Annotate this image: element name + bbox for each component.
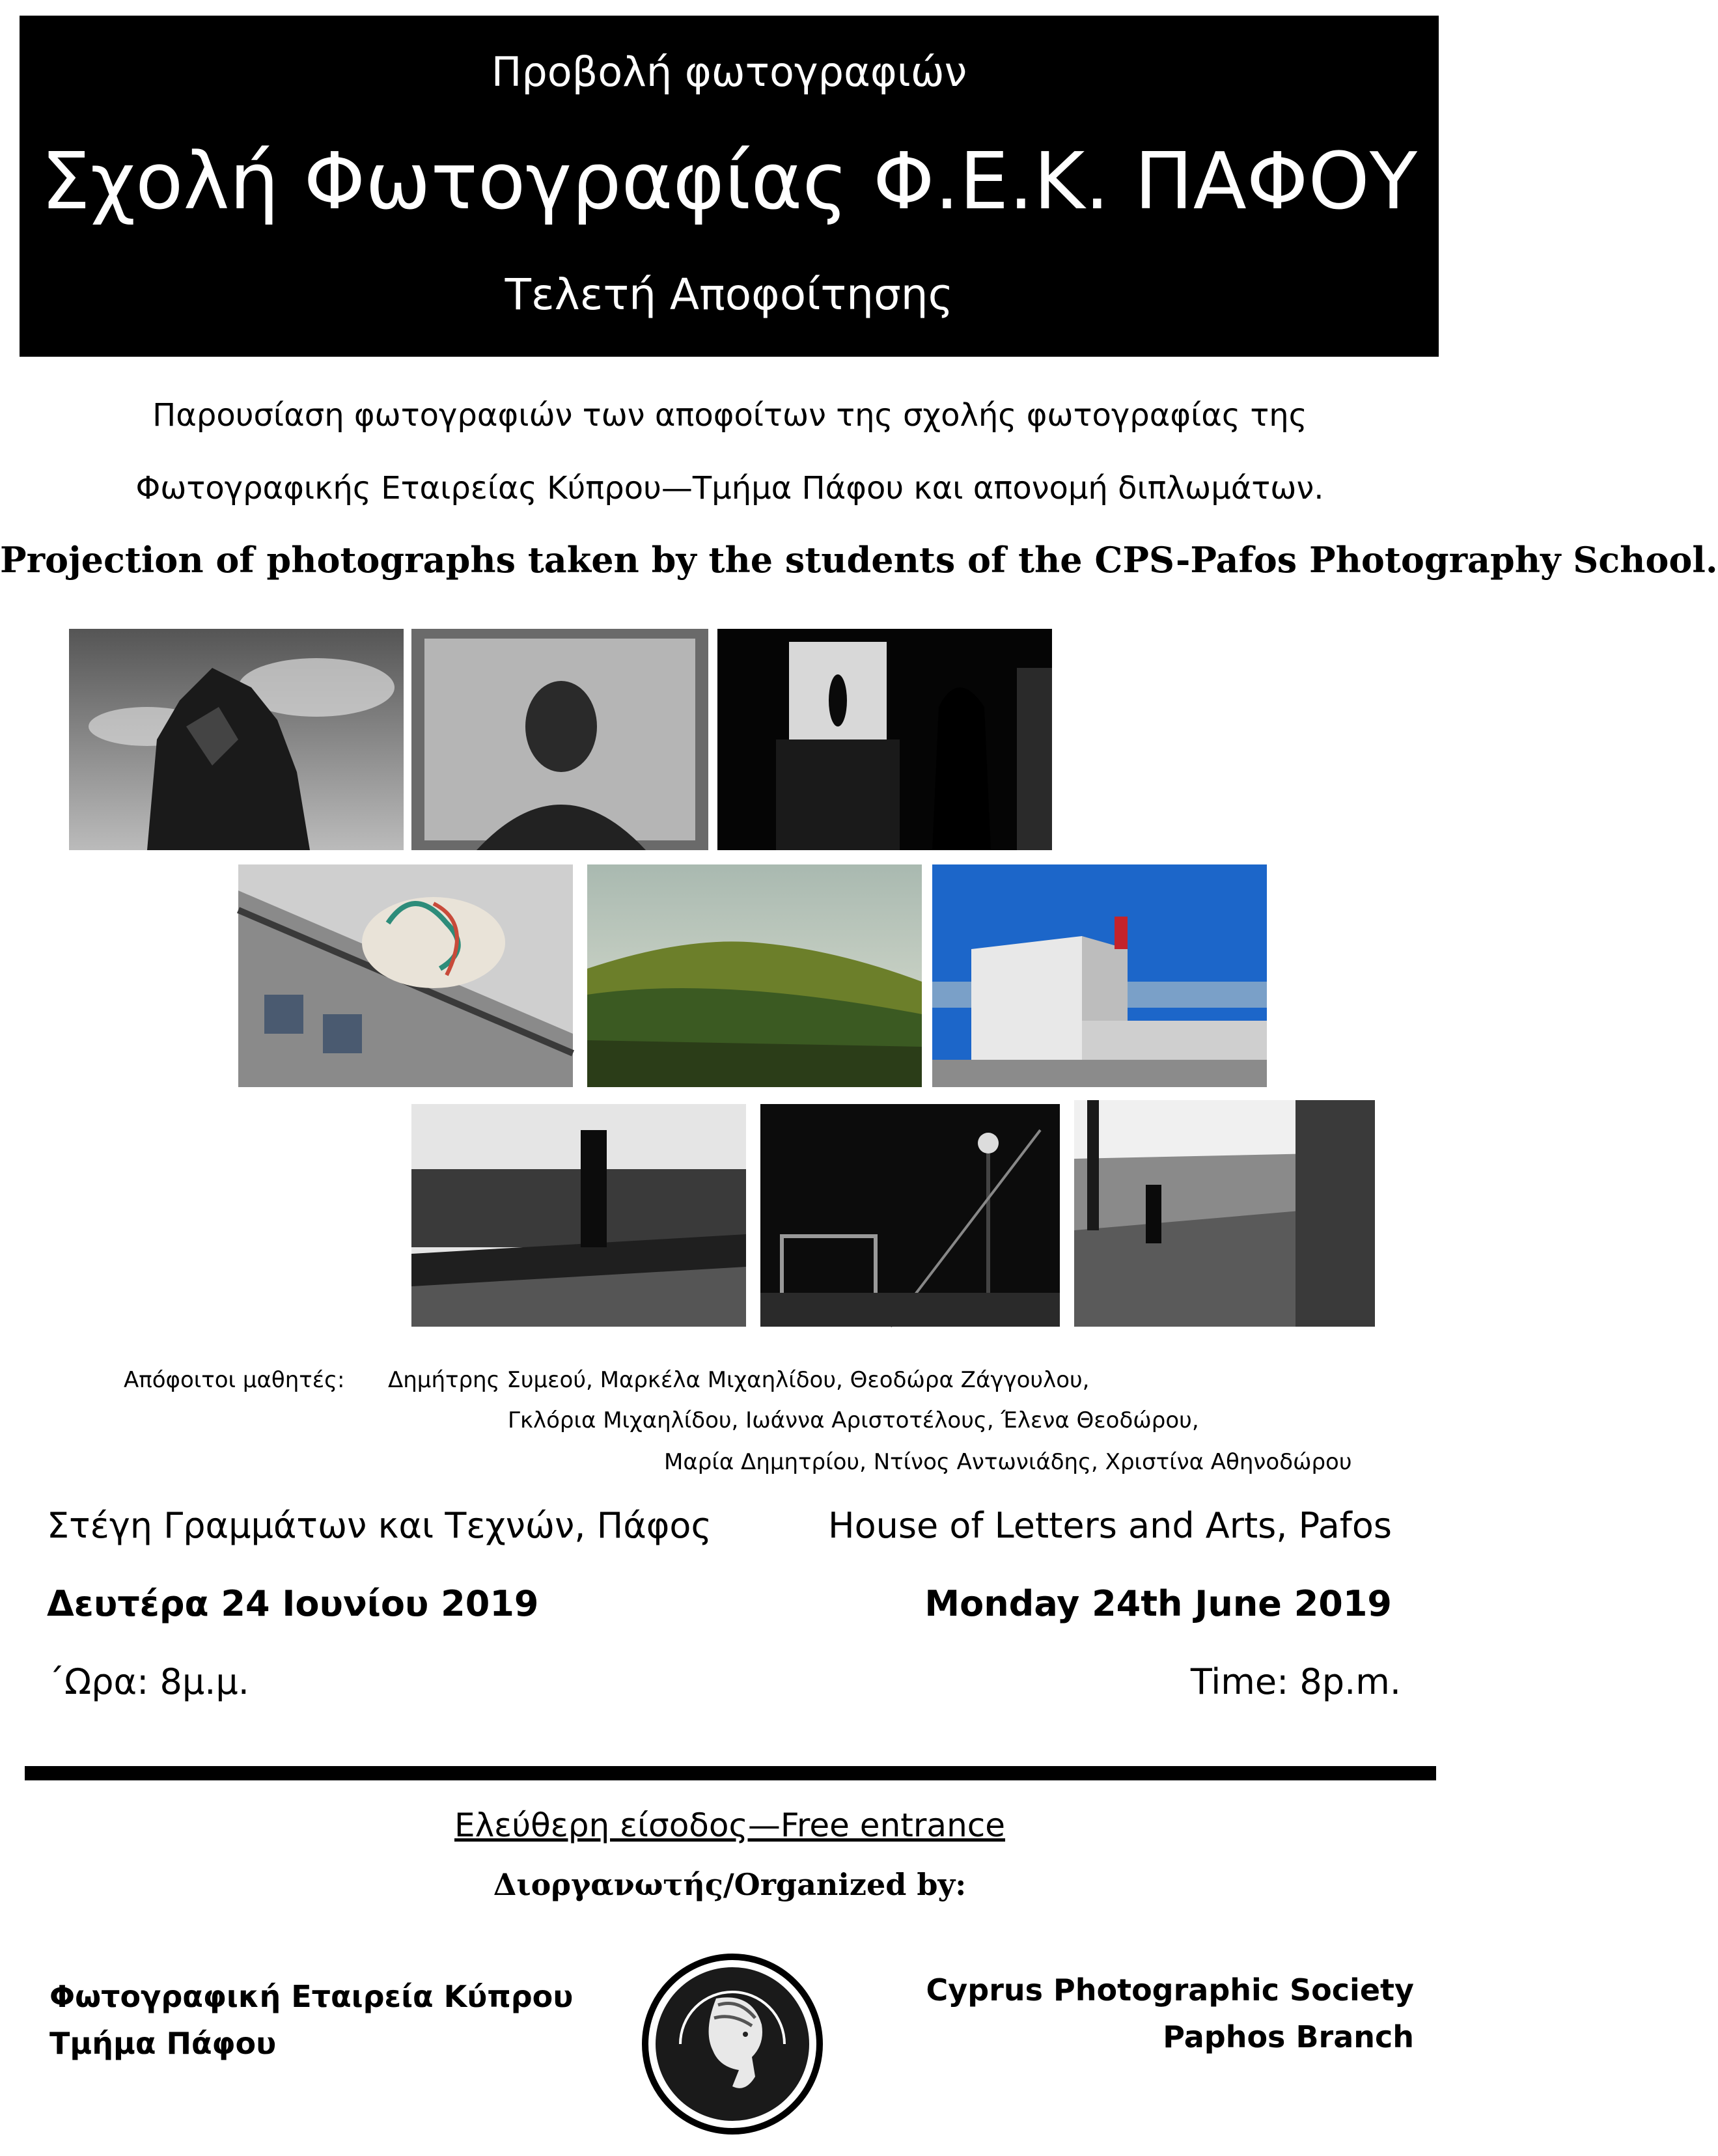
society-logo: [641, 1953, 824, 2135]
header-banner: [20, 16, 1439, 357]
header-subtitle-2: Τελετή Αποφοίτησης: [505, 270, 954, 320]
organizer-greek-line-1: Φωτογραφική Εταιρεία Κύπρου: [49, 1979, 574, 2014]
header-title: Σχολή Φωτογραφίας Φ.Ε.Κ. ΠΑΦΟΥ: [40, 137, 1418, 227]
venue-english: House of Letters and Arts, Pafos: [828, 1505, 1392, 1546]
venue-greek: Στέγη Γραμμάτων και Τεχνών, Πάφος: [47, 1505, 712, 1546]
intro-line-3: Projection of photographs taken by the students of the CPS-Pafos Photography School.: [0, 539, 1718, 581]
intro-line-2: Φωτογραφικής Εταιρείας Κύπρου—Τμήμα Πάφου και απονομή διπλωμάτων.: [135, 470, 1324, 506]
header-subtitle: Προβολή φωτογραφιών: [491, 48, 967, 96]
organized-by-label: Διοργανωτής/Organized by:: [493, 1867, 967, 1902]
date-english: Monday 24th June 2019: [924, 1583, 1392, 1624]
divider-rule: [25, 1766, 1436, 1780]
night-lamp-photo: [760, 1104, 1060, 1327]
organizer-english-line-1: Cyprus Photographic Society: [926, 1972, 1414, 2008]
promenade-walker-photo: [1074, 1100, 1375, 1327]
silhouette-self-portrait-photo: [411, 629, 708, 850]
organizer-greek-line-2: Τμήμα Πάφου: [49, 2026, 277, 2061]
waterfront-figure-photo: [411, 1104, 746, 1327]
time-english: Time: 8p.m.: [1190, 1661, 1401, 1702]
green-hills-photo: [587, 864, 922, 1087]
date-greek: Δευτέρα 24 Ιουνίου 2019: [47, 1583, 539, 1624]
organizer-english-line-2: Paphos Branch: [1163, 2019, 1414, 2054]
graduates-label: Απόφοιτοι μαθητές:: [124, 1367, 345, 1393]
seaside-wall-photo: [932, 864, 1267, 1087]
free-entrance: [0, 1806, 1460, 1844]
graduates-line-2: Γκλόρια Μιχαηλίδου, Ιωάννα Αριστοτέλους, Έλενα Θεοδώρου,: [508, 1407, 1199, 1433]
free-entrance-text: Ελεύθερη είσοδος—Free entrance: [454, 1806, 1006, 1844]
corridor-silhouettes-photo: [717, 629, 1052, 850]
graduates-line-1: Δημήτρης Συμεού, Μαρκέλα Μιχαηλίδου, Θεοδώρα Ζάγγουλου,: [388, 1367, 1090, 1393]
rock-formation-photo: [69, 629, 404, 850]
time-greek: ΄Ωρα: 8μ.μ.: [47, 1661, 249, 1702]
graffiti-building-photo: [238, 864, 573, 1087]
intro-line-1: Παρουσίαση φωτογραφιών των αποφοίτων της σχολής φωτογραφίας της: [152, 397, 1307, 434]
graduates-line-3: Μαρία Δημητρίου, Ντίνος Αντωνιάδης, Χριστίνα Αθηνοδώρου: [664, 1449, 1352, 1475]
